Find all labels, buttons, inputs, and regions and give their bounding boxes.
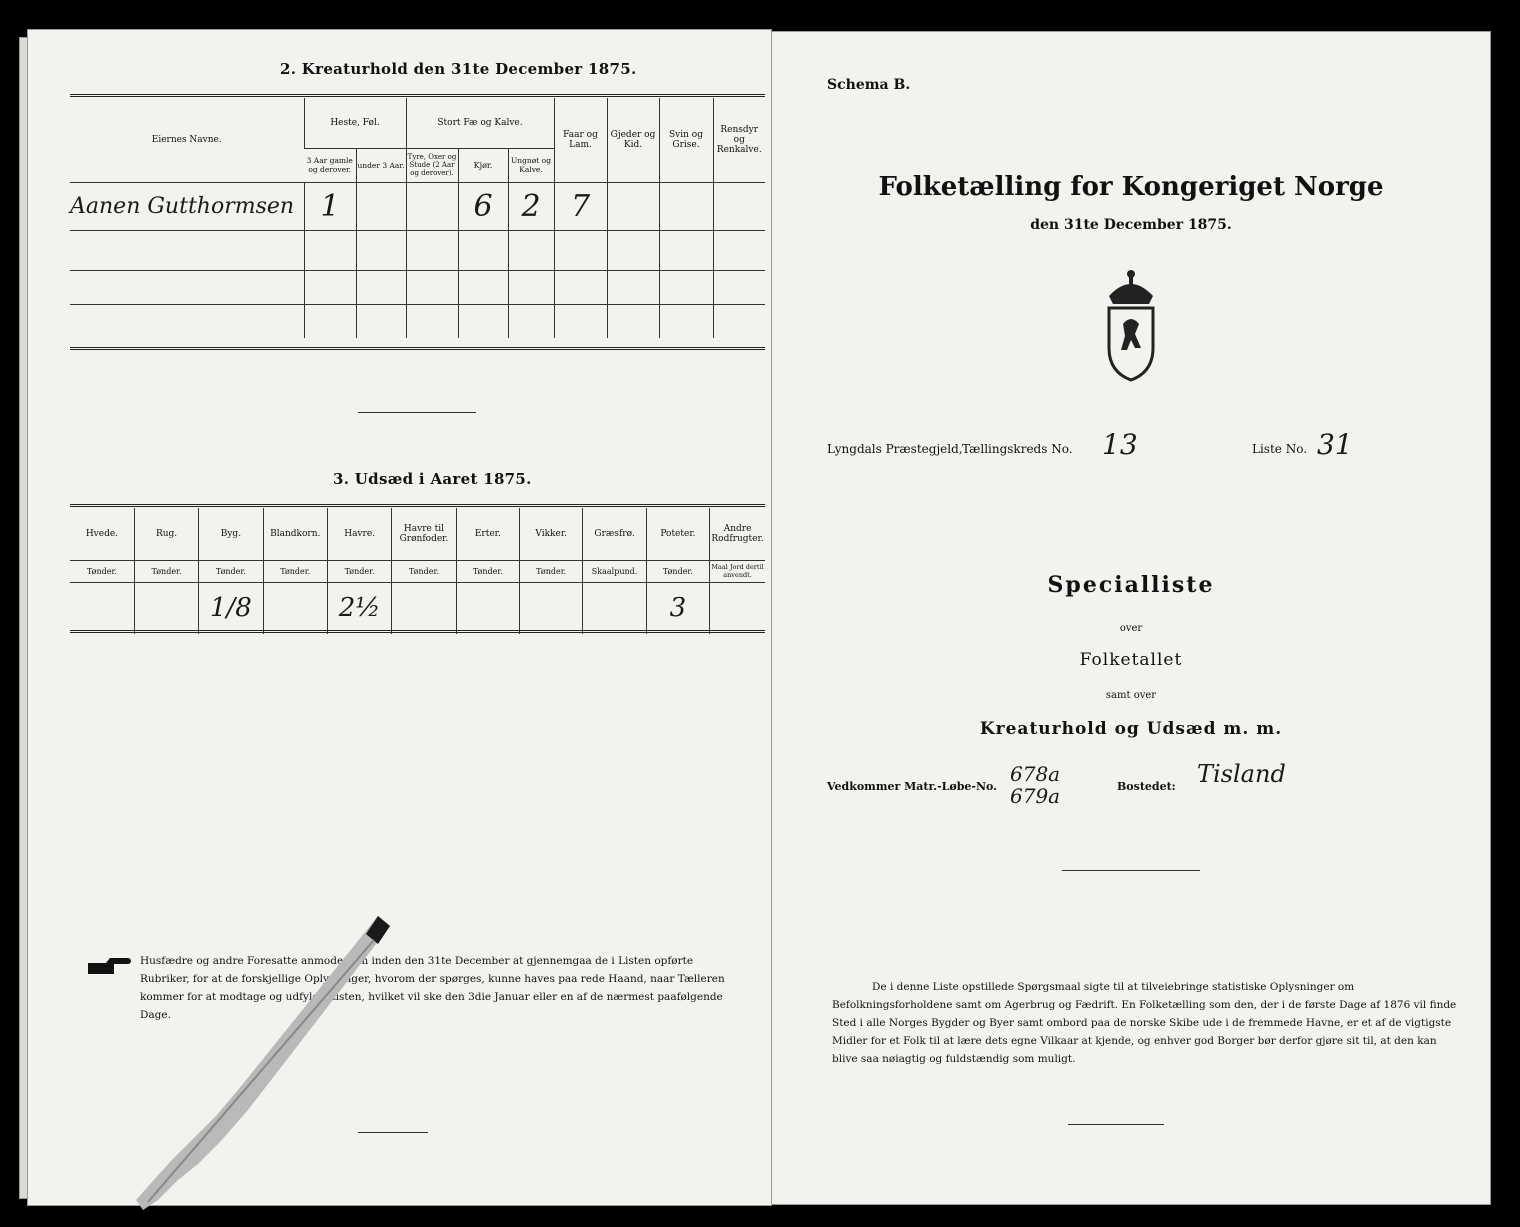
seed-unit-2: Tønder. <box>199 560 263 582</box>
goats-cell <box>607 182 659 230</box>
right-separator-rule <box>1062 870 1200 871</box>
horses-young-cell <box>356 182 406 230</box>
header-sheep: Faar og Lam. <box>554 98 607 182</box>
seed-header-9: Poteter. <box>646 508 709 560</box>
matr-label: Vedkommer Matr.-Løbe-No. <box>827 780 997 793</box>
list-number: 31 <box>1317 428 1353 461</box>
header-young-cattle: Ungnøt og Kalve. <box>508 148 554 182</box>
pigs-cell <box>659 182 713 230</box>
bosted-label: Bostedet: <box>1117 780 1176 793</box>
seed-value-10 <box>710 582 765 634</box>
list-label: Liste No. <box>1252 442 1308 456</box>
section2-bottom-rule <box>70 347 765 350</box>
seed-unit-1: Tønder. <box>134 560 198 582</box>
right-footer-rule <box>1068 1124 1164 1125</box>
seed-unit-7: Tønder. <box>520 560 583 582</box>
seed-header-2: Byg. <box>199 508 263 560</box>
section3-title: 3. Udsæd i Aaret 1875. <box>333 470 532 488</box>
seed-unit-3: Tønder. <box>263 560 327 582</box>
bulls-cell <box>406 182 458 230</box>
header-horses-old: 3 Aar gamle og derover. <box>306 156 353 174</box>
header-owner: Eiernes Navne. <box>151 134 222 145</box>
header-bulls-oxen: Tyre, Oxer og Stude (2 Aar og derover). <box>406 148 458 182</box>
header-reindeer: Rensdyr og Renkalve. <box>713 98 765 182</box>
right-page <box>772 32 1490 1204</box>
header-horses-young: under 3 Aar. <box>356 148 406 182</box>
section3-top-rule <box>70 504 765 507</box>
seed-header-6: Erter. <box>456 508 519 560</box>
main-title: Folketælling for Kongeriget Norge <box>878 172 1384 202</box>
seed-unit-9: Tønder. <box>646 560 709 582</box>
seed-header-8: Græsfrø. <box>583 508 646 560</box>
seed-header-0: Hvede. <box>85 528 119 539</box>
young-cattle-cell <box>508 182 554 230</box>
cows-value: 6 <box>473 188 493 224</box>
young-cattle-value: 2 <box>521 188 541 224</box>
seed-value-0 <box>70 582 134 634</box>
census-date: den 31te December 1875. <box>1030 217 1232 233</box>
section2-top-rule <box>70 94 765 97</box>
district-number: 13 <box>1102 428 1138 461</box>
seed-value-3 <box>263 582 327 634</box>
seed-unit-10: Maal Jord dertil anvendt. <box>710 560 765 582</box>
livestock-table <box>70 98 765 338</box>
seed-header-4: Havre. <box>327 508 391 560</box>
district-label: Tællingskreds No. <box>962 442 1073 456</box>
seed-unit-0: Tønder. <box>86 566 117 576</box>
coat-of-arms-icon <box>1099 268 1163 384</box>
horses-old-value: 1 <box>320 188 340 224</box>
seed-unit-6: Tønder. <box>456 560 519 582</box>
over-text-1: over <box>1119 623 1143 634</box>
seed-value-6 <box>456 582 519 634</box>
seed-unit-5: Tønder. <box>392 560 456 582</box>
seed-value-1 <box>134 582 198 634</box>
seed-header-10: Andre Rodfrugter. <box>710 508 765 560</box>
folketallet-heading: Folketallet <box>1079 650 1183 670</box>
info-text: De i denne Liste opstillede Spørgsmaal sigte til at tilveiebringe statistiske Oplysninger om Befolkningsforholdene samt om Agerbrug og Fædrift. En Folketælling som den, der i de første Dage af 1876 vil finde Sted i alle Norges Bygder og Byer samt ombord paa de norske Skibe ude i de fremmede Havne, er et af de vigtigste Midler for et Folk til at lære dets egne Vilkaar at kjende, og enhver god Borger bør derfor gjøre sit til, at den kan blive saa nøiagtig og fuldstændig som muligt. <box>832 981 1457 1065</box>
header-cattle: Stort Fæ og Kalve. <box>406 98 554 148</box>
seed-header-1: Rug. <box>134 508 198 560</box>
bosted-value: Tisland <box>1197 760 1286 788</box>
section3-bottom-rule <box>70 630 765 633</box>
seed-unit-8: Skaalpund. <box>583 560 646 582</box>
seed-value-7 <box>520 582 583 634</box>
header-goats: Gjeder og Kid. <box>607 98 659 182</box>
matr-number-1: 678a <box>1010 762 1061 786</box>
seed-value-4: 2½ <box>327 582 391 634</box>
header-cows: Kjør. <box>458 148 508 182</box>
sheep-cell <box>554 182 607 230</box>
reindeer-cell <box>713 182 765 230</box>
seed-unit-4: Tønder. <box>327 560 391 582</box>
owner-name: Aanen Gutthormsen <box>70 193 295 219</box>
owner-cell <box>70 182 304 230</box>
info-block <box>832 978 1462 1068</box>
kreaturhold-heading: Kreaturhold og Udsæd m. m. <box>979 719 1283 739</box>
seed-table <box>70 508 765 634</box>
header-horses: Heste, Føl. <box>304 98 406 148</box>
seed-value-9: 3 <box>646 582 709 634</box>
sheep-value: 7 <box>570 188 591 224</box>
seed-value-8 <box>583 582 646 634</box>
horses-old-cell <box>304 182 356 230</box>
seed-header-5: Havre til Grønfoder. <box>392 508 456 560</box>
samt-over-text: samt over <box>1105 690 1157 701</box>
seed-value-5 <box>392 582 456 634</box>
left-page <box>28 30 771 1205</box>
seed-header-3: Blandkorn. <box>263 508 327 560</box>
notice-text: Husfædre og andre Foresatte anmodes om inden den 31te December at gjennemgaa de i Listen opførte Rubriker, for at de forskjellige Oplysninger, hvorom der spørges, kunne haves paa rede Haand, naar Tælleren kommer for at modtage og udfylde Listen, hvilket vil ske den 3die Januar eller en af de nærmest paafølgende Dage. <box>140 955 725 1021</box>
cows-cell <box>458 182 508 230</box>
matr-number-2: 679a <box>1010 784 1061 808</box>
seed-value-2: 1/8 <box>199 582 263 634</box>
header-pigs: Svin og Grise. <box>659 98 713 182</box>
section2-title: 2. Kreaturhold den 31te December 1875. <box>280 60 637 78</box>
pen-on-page <box>88 910 448 1210</box>
schema-label: Schema B. <box>827 77 911 93</box>
separator-rule <box>358 412 476 413</box>
specialliste-heading: Specialliste <box>1047 572 1215 598</box>
parish-label: Lyngdals Præstegjeld, <box>827 442 963 456</box>
seed-header-7: Vikker. <box>520 508 583 560</box>
